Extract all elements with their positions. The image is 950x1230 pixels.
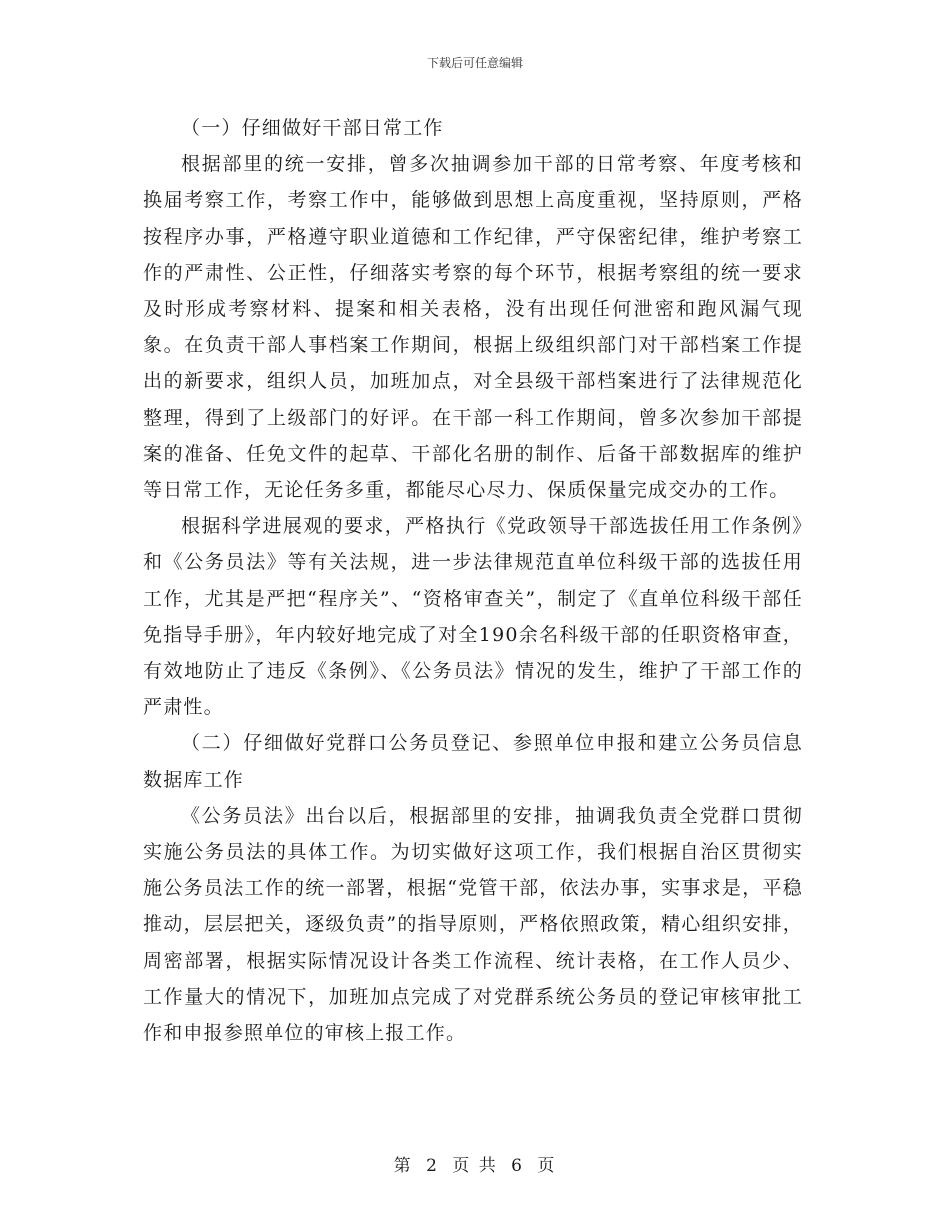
body-paragraph: 根据科学进展观的要求，严格执行《党政领导干部选拔任用工作条例》和《公务员法》等有关法规，进一步法律规范直单位科级干部的选拔任用工作，尤其是严把“程序关”、“资格审查关”，制定了《直单位科级干部任免指导手册》，年内较好地完成了对全190余名科级干部的任职资格审查，有效地防止了违反《条例》、《公务员法》情况的发生，维护了干部工作的严肃性。 bbox=[143, 515, 803, 719]
footer-prefix: 第 bbox=[393, 1156, 413, 1176]
section-heading-2: （二）仔细做好党群口公务员登记、参照单位申报和建立公务员信息数据库工作 bbox=[143, 732, 803, 791]
footer-middle: 页 共 bbox=[452, 1156, 498, 1176]
document-body bbox=[143, 110, 803, 1051]
footer-suffix: 页 bbox=[537, 1156, 557, 1176]
section-heading-1: （一）仔细做好干部日常工作 bbox=[181, 117, 444, 139]
body-paragraph: 根据部里的统一安排，曾多次抽调参加干部的日常考察、年度考核和换届考察工作，考察工作中，能够做到思想上高度重视，坚持原则，严格按程序办事，严格遵守职业道德和工作纪律，严守保密纪律，维护考察工作的严肃性、公正性，仔细落实考察的每个环节，根据考察组的统一要求及时形成考察材料、提案和相关表格，没有出现任何泄密和跑风漏气现象。在负责干部人事档案工作期间，根据上级组织部门对干部档案工作提出的新要求，组织人员，加班加点，对全县级干部档案进行了法律规范化整理，得到了上级部门的好评。在干部一科工作期间，曾多次参加干部提案的准备、任免文件的起草、干部化名册的制作、后备干部数据库的维护等日常工作，无论任务多重，都能尽心尽力、保质保量完成交办的工作。 bbox=[143, 153, 803, 502]
page-number-footer bbox=[0, 1151, 950, 1176]
body-paragraph: 《公务员法》出台以后，根据部里的安排，抽调我负责全党群口贯彻实施公务员法的具体工作。为切实做好这项工作，我们根据自治区贯彻实施公务员法工作的统一部署，根据“党管干部，依法办事，实事求是，平稳推动，层层把关，逐级负责”的指导原则，严格依照政策，精心组织安排，周密部署，根据实际情况设计各类工作流程、统计表格，在工作人员少、工作量大的情况下，加班加点完成了对党群系统公务员的登记审核审批工作和申报参照单位的审核上报工作。 bbox=[143, 804, 803, 1045]
footer-total-pages: 6 bbox=[511, 1156, 524, 1176]
header-note: 下载后可任意编辑 bbox=[426, 56, 523, 70]
footer-current-page: 2 bbox=[426, 1156, 439, 1176]
